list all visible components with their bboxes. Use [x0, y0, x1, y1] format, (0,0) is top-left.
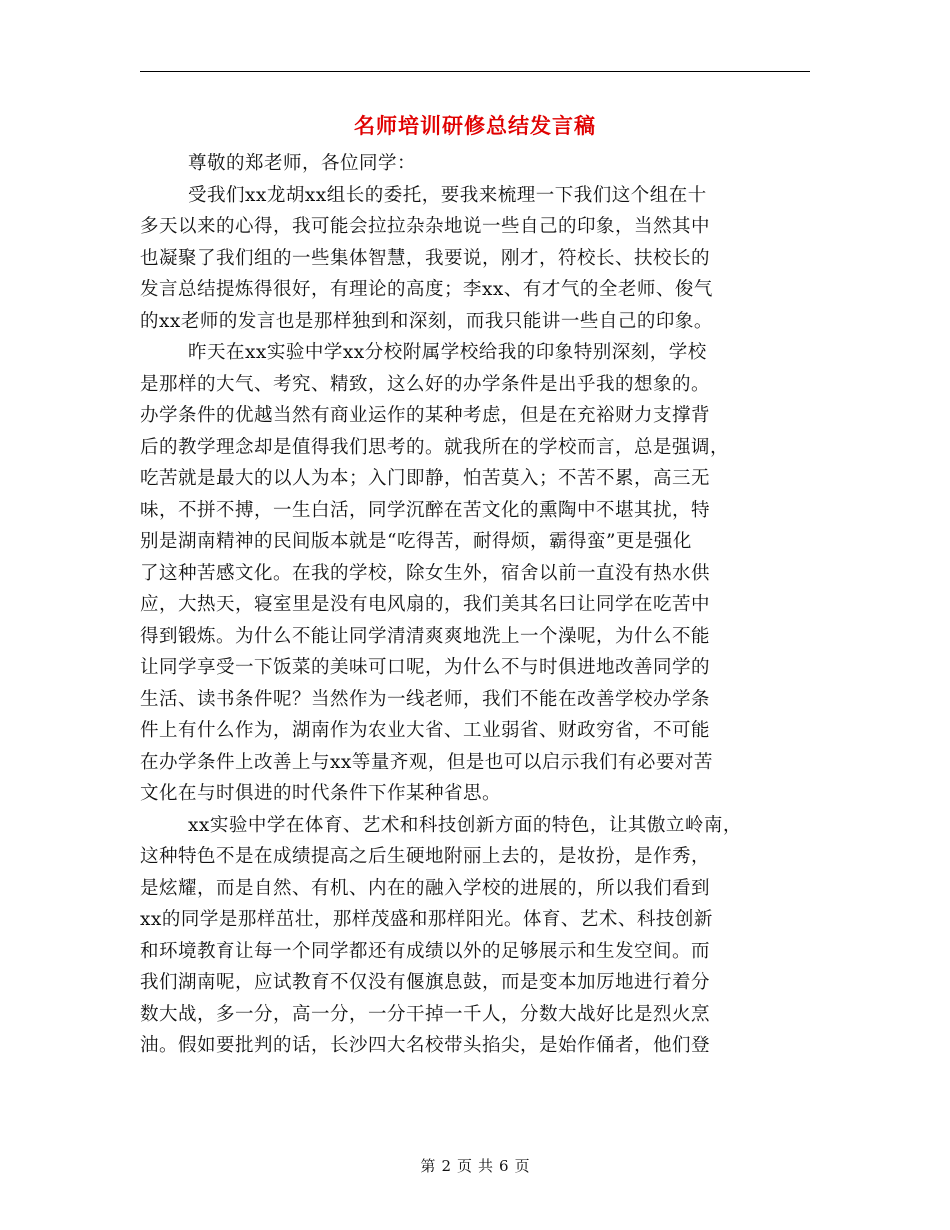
- document-title: 名师培训研修总结发言稿: [354, 113, 596, 138]
- text-line: 数大战，多一分，高一分，一分干掉一千人，分数大战好比是烈火烹: [140, 1003, 711, 1025]
- text-line: 味，不拼不搏，一生白活，同学沉醉在苦文化的熏陶中不堪其扰，特: [140, 499, 711, 521]
- text-line: 应，大热天，寝室里是没有电风扇的，我们美其名曰让同学在吃苦中: [140, 594, 711, 615]
- page-footer: [0, 1155, 950, 1176]
- total-pages: 6: [499, 1157, 509, 1175]
- header-rule: [140, 71, 810, 72]
- footer-page-unit: 页: [456, 1157, 472, 1175]
- text-line: 生活、读书条件呢？当然作为一线老师，我们不能在改善学校办学条: [140, 688, 711, 710]
- text-line: 件上有什么作为，湖南作为农业大省、工业弱省、财政穷省，不可能: [140, 720, 711, 741]
- text-line: 得到锻炼。为什么不能让同学清清爽爽地洗上一个澡呢，为什么不能: [140, 625, 711, 647]
- text-line: 别是湖南精神的民间版本就是“吃得苦，耐得烦，霸得蛮”更是强化: [140, 531, 692, 552]
- text-line: 油。假如要批判的话，长沙四大名校带头掐尖，是始作俑者，他们登: [140, 1035, 711, 1056]
- paragraph-3: [140, 810, 800, 1062]
- text-line: 受我们xx龙胡xx组长的委托，要我来梳理一下我们这个组在十: [188, 184, 707, 206]
- paragraph-2: [140, 337, 800, 810]
- text-line: 办学条件的优越当然有商业运作的某种考虑，但是在充裕财力支撑背: [140, 405, 711, 426]
- text-line: 我们湖南呢，应试教育不仅没有偃旗息鼓，而是变本加厉地进行着分: [140, 972, 711, 993]
- text-line: 也凝聚了我们组的一些集体智慧，我要说，刚才，符校长、扶校长的: [140, 247, 711, 269]
- text-line: 文化在与时俱进的时代条件下作某种省思。: [140, 783, 502, 804]
- text-line: 在办学条件上改善上与xx等量齐观，但是也可以启示我们有必要对苦: [140, 751, 713, 773]
- document-body: [140, 148, 800, 1062]
- text-line: 昨天在xx实验中学xx分校附属学校给我的印象特别深刻，学校: [188, 342, 707, 363]
- text-line: 吃苦就是最大的以人为本；入门即静，怕苦莫入；不苦不累，高三无: [140, 468, 711, 489]
- text-line: 和环境教育让每一个同学都还有成绩以外的足够展示和生发空间。而: [140, 940, 711, 962]
- text-line: xx的同学是那样茁壮，那样茂盛和那样阳光。体育、艺术、科技创新: [140, 909, 713, 930]
- text-line: 是炫耀，而是自然、有机、内在的融入学校的进展的，所以我们看到: [140, 877, 711, 899]
- text-line: 多天以来的心得，我可能会拉拉杂杂地说一些自己的印象，当然其中: [140, 216, 711, 237]
- footer-prefix: 第: [420, 1157, 436, 1175]
- text-line: 让同学享受一下饭菜的美味可口呢，为什么不与时俱进地改善同学的: [140, 657, 711, 678]
- text-line: 发言总结提炼得很好，有理论的高度；李xx、有才气的全老师、俊气: [140, 279, 713, 300]
- footer-total-unit: 页: [514, 1157, 530, 1175]
- text-line: 了这种苦感文化。在我的学校，除女生外，宿舍以前一直没有热水供: [140, 562, 711, 584]
- text-line: 的xx老师的发言也是那样独到和深刻，而我只能讲一些自己的印象。: [140, 310, 713, 332]
- text-line: 这种特色不是在成绩提高之后生硬地附丽上去的，是妆扮，是作秀，: [140, 846, 711, 867]
- text-line: 是那样的大气、考究、精致，这么好的办学条件是出乎我的想象的。: [140, 373, 711, 395]
- greeting-paragraph: [140, 148, 800, 180]
- page-number: 2: [441, 1157, 451, 1175]
- text-line: 后的教学理念却是值得我们思考的。就我所在的学校而言，总是强调，: [140, 436, 730, 458]
- paragraph-1: [140, 180, 800, 338]
- footer-total-prefix: 共: [478, 1157, 494, 1175]
- text-line: xx实验中学在体育、艺术和科技创新方面的特色，让其傲立岭南，: [188, 814, 742, 836]
- greeting-line: 尊敬的郑老师，各位同学：: [188, 153, 417, 174]
